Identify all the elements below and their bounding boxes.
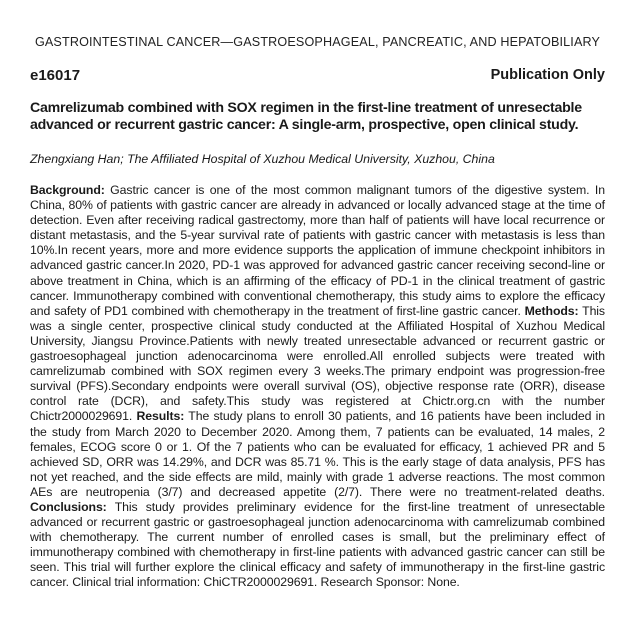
methods-text: This was a single center, prospective clinical study conducted at the Affiliated Hospital of Xuzhou Medical University, Jiangsu Province.Patients with newly treated unresectable advanced or recurrent gastric or gastroesophageal junction adenocarcinoma were enrolled.All enrolled subjects were treated with camrelizumab combined with SOX regimen every 3 weeks.The primary endpoint was progression-free survival (PFS).Secondary endpoints were overall survival (OS), objective response rate (ORR), disease control rate (DCR), and safety.This study was registered at Chictr.org.cn with the number Chictr2000029691. <box>30 303 605 424</box>
author-affiliation: Zhengxiang Han; The Affiliated Hospital of Xuzhou Medical University, Xuzhou, China <box>30 152 495 166</box>
background-text: Gastric cancer is one of the most common malignant tumors of the digestive system. In China, 80% of patients with gastric cancer are already in advanced or locally advanced stage at the time of detection. Even after receiving radical gastrectomy, more than half of patients will have local recurrence or distant metastasis, and the 5-year survival rate of patients with gastric cancer with metastasis is less than 10%.In recent years, more and more evidence supports the application of immune checkpoint inhibitors in advanced gastric cancer.In 2020, PD-1 was approved for advanced gastric cancer receiving second-line or above treatment in China, which is an affirming of the efficacy of PD-1 in the clinical treatment of gastric cancer. Immunotherapy combined with conventional chemotherapy, this study aims to explore the efficacy and safety of PD1 combined with chemotherapy in the treatment of first-line gastric cancer. <box>30 183 605 318</box>
abstract-number: e16017 <box>30 67 81 84</box>
abstract-id-row <box>30 67 605 87</box>
section-header: GASTROINTESTINAL CANCER—GASTROESOPHAGEAL, PANCREATIC, AND HEPATOBILIARY <box>34 35 601 49</box>
conclusions-label: Conclusions: <box>30 499 107 514</box>
publication-type: Publication Only <box>490 67 605 83</box>
methods-label: Methods: <box>524 303 579 318</box>
abstract-body <box>30 183 605 591</box>
results-text: The study plans to enroll 30 patients, and 16 patients have been included in the study from March 2020 to December 2020. Among them, 7 patients can be evaluated, 14 males, 2 females, ECOG score 0 or 1. Of the 7 patients who can be evaluated for efficacy, 1 achieved PR and 5 achieved SD, ORR was 14.29%, and DCR was 85.71 %. This is the early stage of data analysis, PFS has not yet reached, and the side effects are mild, mainly with grade 1 adverse reactions. The most common AEs are neutropenia (3/7) and decreased appetite (2/7). There were no treatment-related deaths. <box>30 409 605 499</box>
background-label: Background: <box>30 183 105 197</box>
abstract-title: Camrelizumab combined with SOX regimen in the first-line treatment of unresectable advanced or recurrent gastric cancer: A single-arm, prospective, open clinical study. <box>30 100 582 133</box>
conclusions-text: This study provides preliminary evidence for the first-line treatment of unresectable advanced or recurrent gastric or gastroesophageal junction adenocarcinoma with camrelizumab combined with chemotherapy. The current number of enrolled cases is small, but the preliminary effect of immunotherapy combined with chemotherapy in first-line patients with advanced gastric cancer can still be seen. This trial will further explore the clinical efficacy and safety of immunotherapy in the first-line gastric cancer. Clinical trial information: ChiCTR2000029691. Research Sponsor: None. <box>30 499 605 590</box>
results-label: Results: <box>136 409 185 424</box>
